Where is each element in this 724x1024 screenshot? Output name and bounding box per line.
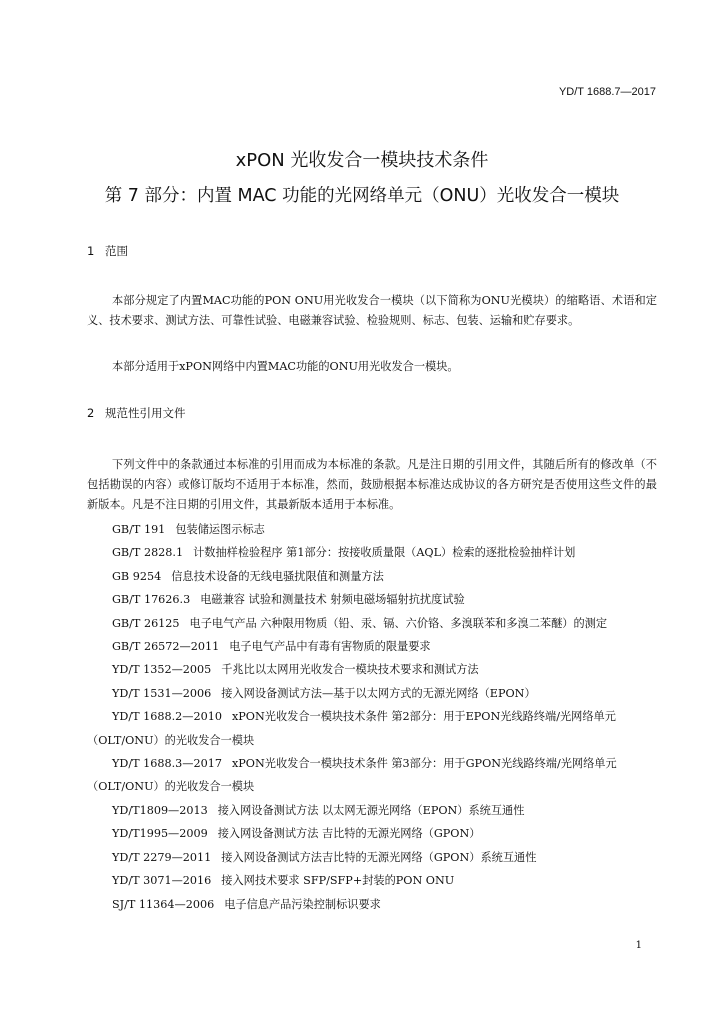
reference-code: GB 9254 — [112, 569, 162, 583]
reference-title: 接入网设备测试方法—基于以太网方式的无源光网络（EPON） — [221, 686, 536, 700]
reference-item — [87, 799, 657, 822]
reference-code: YD/T 2279—2011 — [112, 850, 212, 864]
reference-item — [87, 846, 657, 869]
section-number: 1 — [87, 244, 95, 258]
reference-title: 接入网设备测试方法 以太网无源光网络（EPON）系统互通性 — [217, 803, 525, 817]
reference-title: 包装储运图示标志 — [175, 523, 265, 536]
reference-title: 电子信息产品污染控制标识要求 — [224, 897, 381, 911]
reference-title: 电磁兼容 试验和测量技术 射频电磁场辐射抗扰度试验 — [200, 593, 465, 607]
section-number: 2 — [87, 406, 95, 420]
section-1-heading — [87, 243, 128, 259]
reference-code: YD/T 1531—2006 — [112, 686, 212, 700]
reference-title: 电子电气产品 六种限用物质（铅、汞、镉、六价铬、多溴联苯和多溴二苯醚）的测定 — [189, 616, 608, 630]
document-title: xPON 光收发合一模块技术条件 — [235, 150, 489, 171]
standard-number: YD/T 1688.7—2017 — [558, 86, 656, 98]
reference-item — [87, 518, 657, 541]
section-title: 规范性引用文件 — [105, 406, 186, 420]
reference-title: xPON光收发合一模块技术条件 第3部分：用于GPON光线路终端/光网络单元（OLT/ONU）的光收发合一模块 — [87, 757, 617, 794]
reference-code: GB/T 26572—2011 — [112, 640, 220, 654]
reference-item — [87, 893, 657, 916]
reference-list — [87, 518, 657, 916]
reference-item — [87, 612, 657, 635]
reference-item — [87, 658, 657, 681]
reference-title: xPON光收发合一模块技术条件 第2部分：用于EPON光线路终端/光网络单元（OLT/ONU）的光收发合一模块 — [87, 710, 616, 747]
paragraph: 本部分适用于xPON网络中内置MAC功能的ONU用光收发合一模块。 — [112, 360, 459, 373]
reference-item — [87, 541, 657, 564]
reference-title: 计数抽样检验程序 第1部分：按接收质量限（AQL）检索的逐批检验抽样计划 — [193, 546, 576, 560]
document-subtitle: 第 7 部分：内置 MAC 功能的光网络单元（ONU）光收发合一模块 — [104, 186, 620, 206]
reference-code: YD/T 3071—2016 — [112, 874, 212, 888]
section-title: 范围 — [105, 244, 128, 258]
paragraph: 本部分规定了内置MAC功能的PON ONU用光收发合一模块（以下简称为ONU光模块）的缩略语、术语和定义、技术要求、测试方法、可靠性试验、电磁兼容试验、检验规则、标志、包装、运输和贮存要求。 — [87, 294, 657, 327]
reference-item — [87, 822, 657, 845]
reference-code: GB/T 191 — [112, 523, 166, 536]
reference-title: 接入网设备测试方法吉比特的无源光网络（GPON）系统互通性 — [221, 850, 537, 864]
reference-item — [87, 588, 657, 611]
reference-code: YD/T1995—2009 — [112, 827, 208, 841]
reference-code: YD/T1809—2013 — [112, 803, 208, 817]
reference-item — [87, 682, 657, 705]
reference-item — [87, 705, 657, 752]
reference-title: 电子电气产品中有毒有害物质的限量要求 — [229, 640, 431, 654]
reference-item — [87, 752, 657, 799]
section-2-heading — [87, 405, 186, 421]
reference-code: YD/T 1352—2005 — [112, 663, 212, 677]
reference-title: 接入网技术要求 SFP/SFP+封装的PON ONU — [221, 874, 455, 888]
reference-code: YD/T 1688.3—2017 — [112, 757, 222, 771]
reference-code: GB/T 26125 — [112, 616, 180, 630]
reference-item — [87, 565, 657, 588]
reference-code: SJ/T 11364—2006 — [112, 897, 215, 911]
page-number: 1 — [635, 940, 642, 951]
reference-title: 信息技术设备的无线电骚扰限值和测量方法 — [171, 569, 384, 583]
reference-item — [87, 635, 657, 658]
reference-code: GB/T 17626.3 — [112, 593, 191, 607]
reference-title: 接入网设备测试方法 吉比特的无源光网络（GPON） — [217, 827, 481, 841]
reference-item — [87, 869, 657, 892]
reference-title: 千兆比以太网用光收发合一模块技术要求和测试方法 — [221, 663, 479, 677]
reference-code: YD/T 1688.2—2010 — [112, 710, 222, 724]
reference-code: GB/T 2828.1 — [112, 546, 184, 560]
paragraph: 下列文件中的条款通过本标准的引用而成为本标准的条款。凡是注日期的引用文件，其随后所有的修改单（不包括勘误的内容）或修订版均不适用于本标准，然而，鼓励根据本标准达成协议的各方研究是否使用这些文件的最新版本。凡是不注日期的引用文件，其最新版本适用于本标准。 — [87, 458, 657, 511]
